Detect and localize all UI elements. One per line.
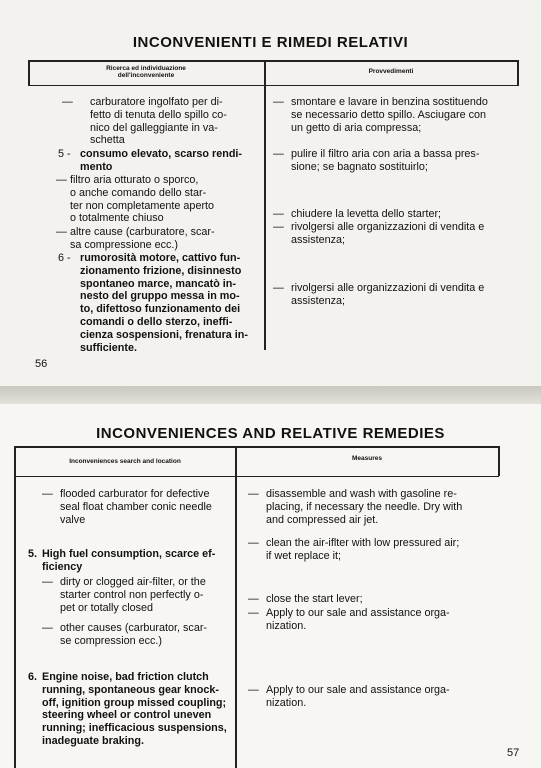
list-item xyxy=(56,174,262,225)
text-line: close the start lever; xyxy=(266,593,363,605)
text-line: valve xyxy=(60,513,86,526)
text-line: carburatore ingolfato per di- xyxy=(90,96,223,108)
dash-marker: — xyxy=(42,576,53,588)
text-line: fetto di tenuta dello spillo co- xyxy=(90,108,227,121)
dash-marker: — xyxy=(42,488,53,500)
text-line: zionamento frizione, disinnesto xyxy=(80,264,242,277)
list-item xyxy=(248,607,498,633)
page-number: 56 xyxy=(35,358,48,370)
text-line: spontaneo marce, mancatò in- xyxy=(80,277,236,290)
text-line: sione; se bagnato sostituirlo; xyxy=(291,160,428,173)
table-top-rule xyxy=(28,60,518,62)
dash-marker: — xyxy=(248,684,259,696)
list-item xyxy=(273,221,521,247)
col-header-problem: Inconveniences search and location xyxy=(69,458,181,465)
text-line: other causes (carburator, scar- xyxy=(60,622,208,634)
list-item xyxy=(28,671,234,748)
col-header-problem xyxy=(30,65,262,79)
dash-marker: — xyxy=(273,208,284,220)
text-line: nesto del gruppo messa in mo- xyxy=(80,290,240,303)
text-line: filtro aria otturato o sporco, xyxy=(70,174,199,186)
dash-marker: — xyxy=(248,607,259,619)
page-title-en: INCONVENIENCES AND RELATIVE REMEDIES xyxy=(96,425,445,442)
text-line: pulire il filtro aria con aria a bassa pres- xyxy=(291,148,480,160)
table-top-rule xyxy=(14,446,499,448)
text-line: disassemble and wash with gasoline re- xyxy=(266,488,457,500)
text-line: o anche comando dello star- xyxy=(70,186,207,199)
dash-marker: — xyxy=(62,96,73,108)
list-item xyxy=(28,548,232,574)
text-line: Apply to our sale and assistance orga- xyxy=(266,607,450,619)
page-title-it: INCONVENIENTI E RIMEDI RELATIVI xyxy=(132,34,409,51)
text-line: assistenza; xyxy=(291,233,346,246)
text-line: dirty or clogged air-filter, or the xyxy=(60,576,206,588)
text-line: rumorosità motore, cattivo fun- xyxy=(80,252,241,264)
text-line: cienza sospensioni, frenatura in- xyxy=(80,328,248,341)
text-line: nization. xyxy=(266,696,307,709)
text-line: pet or totally closed xyxy=(60,601,154,614)
header-bottom-rule xyxy=(14,476,499,477)
text-line: chiudere la levetta dello starter; xyxy=(291,208,442,220)
text-line: placing, if necessary the needle. Dry with xyxy=(266,500,463,513)
item-number: 6. xyxy=(28,671,38,683)
text-line: schetta xyxy=(90,134,125,147)
col-header-remedy: Measures xyxy=(352,455,382,462)
list-item xyxy=(42,622,234,648)
dash-marker: — xyxy=(273,282,284,294)
list-item xyxy=(58,148,262,174)
item-number: 6 - xyxy=(58,252,71,264)
text-line: o totalmente chiuso xyxy=(70,212,164,225)
text-line: High fuel consumption, scarce ef- xyxy=(42,548,216,560)
list-item xyxy=(273,282,521,308)
list-item xyxy=(248,684,498,710)
table-left-edge xyxy=(14,446,16,768)
text-line: off, ignition group missed coupling; xyxy=(42,696,227,709)
col-header-remedy: Provvedimenti xyxy=(368,68,414,75)
text-line: inadeguate braking. xyxy=(42,734,144,747)
header-bottom-rule xyxy=(28,85,518,86)
dash-marker: — xyxy=(248,537,259,549)
text-line: nization. xyxy=(266,619,307,632)
list-item xyxy=(273,96,521,134)
dash-marker: — xyxy=(248,593,259,605)
text-line: comandi o dello sterzo, ineffi- xyxy=(80,315,233,328)
list-item xyxy=(42,488,232,526)
text-line: rivolgersi alle organizzazioni di vendita e xyxy=(291,221,485,233)
column-divider xyxy=(235,446,237,768)
col-header-problem-line1: Ricerca ed individuazione xyxy=(106,65,186,72)
text-line: consumo elevato, scarso rendi- xyxy=(80,148,243,160)
text-line: smontare e lavare in benzina sostituendo xyxy=(291,96,488,108)
page-57 xyxy=(0,404,541,768)
text-line: running, spontaneous gear knock- xyxy=(42,683,219,696)
list-item xyxy=(248,488,498,526)
text-line: starter control non perfectly o- xyxy=(60,588,204,601)
text-line: Engine noise, bad friction clutch xyxy=(42,671,209,683)
text-line: Apply to our sale and assistance orga- xyxy=(266,684,450,696)
text-line: running; inefficacious suspensions, xyxy=(42,722,227,735)
list-item xyxy=(248,593,498,606)
text-line: se necessario detto spillo. Asciugare con xyxy=(291,108,487,121)
page-number: 57 xyxy=(507,747,520,759)
dash-marker: — xyxy=(273,148,284,160)
item-number: 5. xyxy=(28,548,38,560)
dash-marker: — xyxy=(42,622,53,634)
dash-marker: — xyxy=(56,174,67,186)
dash-marker: — xyxy=(56,226,67,238)
text-line: and compressed air jet. xyxy=(266,513,379,526)
text-line: nico del galleggiante in va- xyxy=(90,121,218,134)
column-divider xyxy=(264,60,266,350)
page-gap xyxy=(0,386,541,404)
text-line: se compression ecc.) xyxy=(60,634,163,647)
list-item xyxy=(56,226,262,252)
list-item xyxy=(273,208,521,221)
text-line: sa compressione ecc.) xyxy=(70,238,179,251)
list-item xyxy=(273,148,521,174)
text-line: assistenza; xyxy=(291,294,346,307)
list-item xyxy=(248,537,498,563)
dash-marker: — xyxy=(273,221,284,233)
list-item xyxy=(42,576,234,614)
text-line: rivolgersi alle organizzazioni di vendita e xyxy=(291,282,485,294)
table-right-edge xyxy=(517,60,519,86)
dash-marker: — xyxy=(273,96,284,108)
text-line: to, difettoso funzionamento dei xyxy=(80,303,241,316)
item-number: 5 - xyxy=(58,148,71,160)
text-line: ter non completamente aperto xyxy=(70,199,215,212)
text-line: if wet replace it; xyxy=(266,549,342,562)
text-line: altre cause (carburatore, scar- xyxy=(70,226,215,238)
text-line: clean the air-iflter with low pressured air; xyxy=(266,537,460,549)
text-line: un getto di aria compressa; xyxy=(291,121,422,134)
dash-marker: — xyxy=(248,488,259,500)
text-line: flooded carburator for defective xyxy=(60,488,210,500)
list-item xyxy=(62,96,262,147)
col-header-problem-line2: dell'inconveniente xyxy=(117,72,175,79)
text-line: seal float chamber conic needle xyxy=(60,500,212,513)
table-right-edge xyxy=(498,446,500,476)
text-line: steering wheel or control uneven xyxy=(42,709,212,722)
text-line: sufficiente. xyxy=(80,341,137,354)
list-item xyxy=(58,252,262,354)
text-line: mento xyxy=(80,160,113,173)
text-line: ficiency xyxy=(42,560,83,573)
